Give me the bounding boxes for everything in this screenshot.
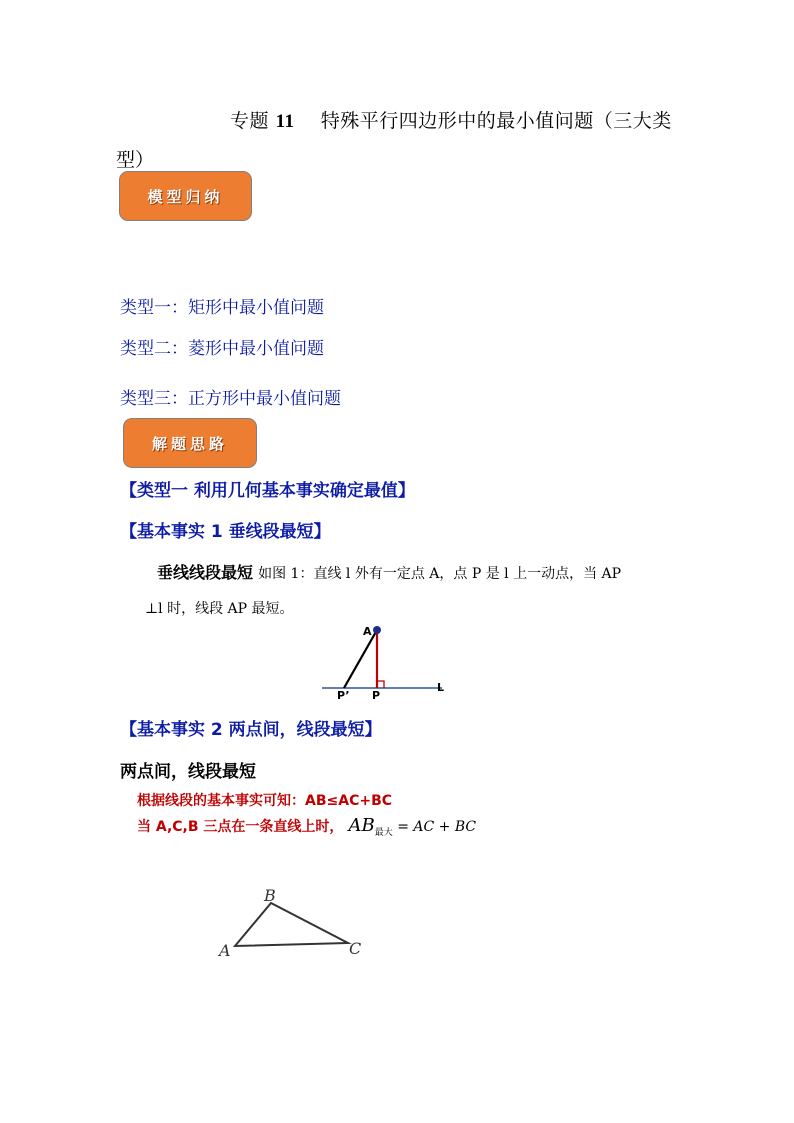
section-one-heading: 【类型一 利用几何基本事实确定最值】 bbox=[120, 481, 415, 501]
fact2-red-line2: 当 A,C,B 三点在一条直线上时， bbox=[137, 819, 344, 835]
fact1-line1 bbox=[157, 560, 621, 583]
fact1-bold-lead: 垂线线段最短 bbox=[157, 563, 254, 582]
type-one-item: 类型一：矩形中最小值问题 bbox=[120, 298, 324, 318]
page-title bbox=[230, 106, 672, 133]
title-number: 11 bbox=[275, 111, 295, 132]
formula-ab: AB bbox=[348, 815, 375, 836]
solution-thinking-badge: 解题思路 bbox=[123, 418, 257, 468]
fact2-formula-line bbox=[137, 815, 476, 838]
formula-rest: = AC + BC bbox=[392, 819, 477, 835]
formula-subscript: 最大 bbox=[374, 828, 393, 838]
fact1-heading: 【基本事实 1 垂线段最短】 bbox=[120, 522, 331, 542]
fact2-red-line1: 根据线段的基本事实可知：AB≤AC+BC bbox=[137, 793, 393, 809]
fact2-heading: 【基本事实 2 两点间，线段最短】 bbox=[120, 720, 382, 740]
label-p-prime: P’ bbox=[337, 689, 350, 700]
point-a bbox=[373, 626, 381, 634]
label-l: L bbox=[437, 681, 445, 694]
perpendicular-figure bbox=[318, 618, 448, 700]
segment-ap-prime bbox=[344, 630, 377, 688]
type-two-item: 类型二：菱形中最小值问题 bbox=[120, 339, 324, 359]
title-text: 特殊平行四边形中的最小值问题（三大类 bbox=[320, 110, 672, 132]
type-three-item: 类型三：正方形中最小值问题 bbox=[120, 389, 341, 409]
model-summary-badge: 模型归纳 bbox=[119, 171, 252, 221]
triangle-figure bbox=[213, 880, 373, 965]
triangle-abc bbox=[235, 903, 348, 946]
fact1-text-line1: 如图 1：直线 l 外有一定点 A，点 P 是 l 上一动点，当 AP bbox=[258, 566, 622, 582]
label-c: C bbox=[349, 939, 362, 958]
fact1-text-line2: ⊥l 时，线段 AP 最短。 bbox=[145, 601, 294, 617]
label-p: P bbox=[372, 689, 381, 700]
title-prefix: 专题 bbox=[230, 110, 270, 132]
label-b: B bbox=[264, 886, 276, 905]
page-title-continued: 型） bbox=[116, 149, 155, 171]
fact2-subheading: 两点间，线段最短 bbox=[120, 762, 256, 782]
label-a: A bbox=[219, 941, 231, 960]
label-a: A bbox=[363, 625, 372, 638]
